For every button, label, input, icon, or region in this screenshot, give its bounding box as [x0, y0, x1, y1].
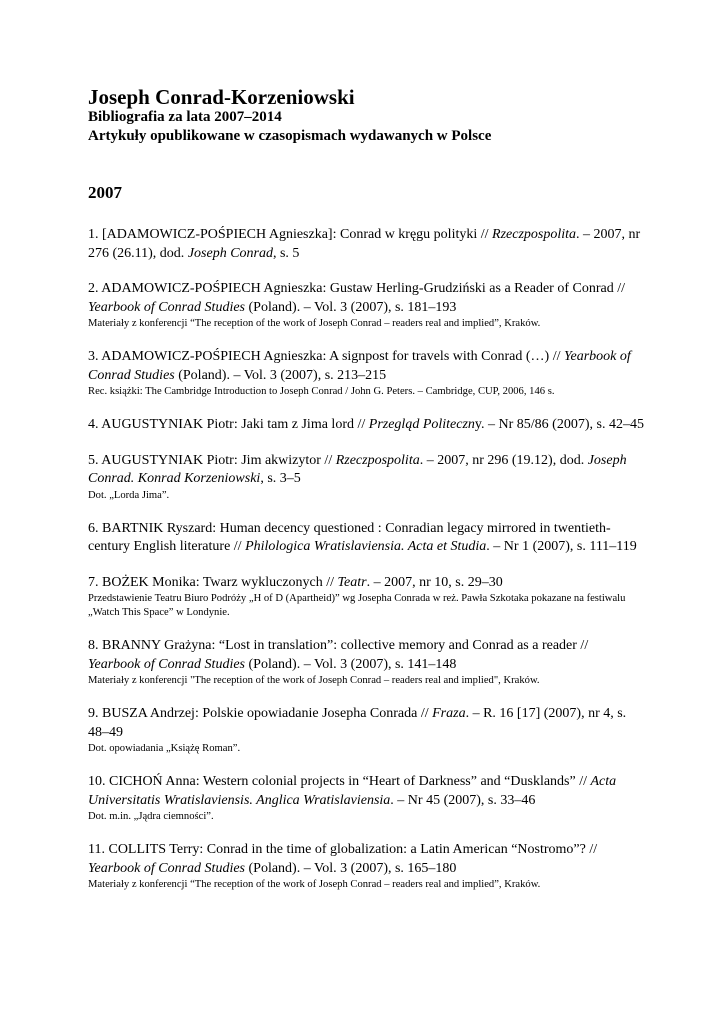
entry-citation — [88, 226, 644, 263]
citation-italic-text: Przegląd Politeczn — [368, 417, 475, 432]
bibliography-entry — [88, 773, 644, 824]
document-subtitle: Bibliografia za lata 2007–2014 — [88, 109, 282, 125]
year-heading: 2007 — [88, 183, 122, 202]
entry-citation — [88, 452, 644, 489]
entry-citation — [88, 705, 644, 742]
entry-citation — [88, 574, 644, 593]
citation-text: 5. AUGUSTYNIAK Piotr: Jim akwizytor // — [88, 452, 336, 468]
citation-text: . – R. 16 [17] (2007), nr 4, s. 48–49 — [88, 706, 627, 740]
entry-citation — [88, 637, 644, 674]
entry-citation — [88, 841, 644, 878]
entry-citation — [88, 773, 644, 810]
citation-text: 3. ADAMOWICZ-POŚPIECH Agnieszka: A signpost for travels with Conrad (…) // — [88, 349, 564, 364]
citation-text: 10. CICHOŃ Anna: Western colonial projects in “Heart of Darkness” and “Dusklands” // — [88, 774, 591, 789]
citation-text: 8. BRANNY Grażyna: “Lost in translation”: collective memory and Conrad as a reader // — [88, 638, 589, 653]
citation-italic-text: Joseph Conrad. Konrad Korzeniowski — [88, 452, 627, 486]
document-page — [88, 86, 644, 909]
citation-italic-text: Yearbook of Conrad Studies — [88, 349, 631, 383]
citation-italic-text: Rzeczpospolita — [335, 452, 420, 468]
entry-note: Dot. m.in. „Jądra ciemności”. — [88, 811, 214, 822]
bibliography-entry — [88, 705, 644, 756]
citation-text: , s. 3–5 — [260, 471, 301, 486]
citation-italic-text: Fraza — [432, 706, 466, 721]
citation-text: (Poland). – Vol. 3 (2007), s. 181–193 — [245, 299, 457, 315]
citation-text: (Poland). – Vol. 3 (2007), s. 213–215 — [174, 367, 387, 383]
entry-note: Rec. książki: The Cambridge Introduction to Joseph Conrad / John G. Peters. – Cambridge, CUP, 2006, 146 s. — [88, 386, 555, 397]
citation-italic-text: Rzeczpospolita — [492, 227, 577, 242]
entry-note: Dot. opowiadania „Książę Roman”. — [88, 743, 241, 754]
entry-note: Przedstawienie Teatru Biuro Podróży „H of D (Apartheid)” wg Josepha Conrada w reż. Pawła Szkotaka pokazane na festiwalu „Watch This Space” w Londynie. — [88, 593, 626, 618]
citation-text: 6. BARTNIK Ryszard: Human decency questioned : Conradian legacy mirrored in twentieth-century English literature // — [88, 520, 611, 554]
citation-text: . – 2007, nr 10, s. 29–30 — [366, 574, 503, 590]
bibliography-entry — [88, 637, 644, 688]
bibliography-entry — [88, 280, 644, 331]
document-title: Joseph Conrad-Korzeniowski — [88, 85, 355, 109]
bibliography-entry — [88, 574, 644, 621]
bibliography-entry — [88, 452, 644, 503]
entry-citation — [88, 520, 644, 557]
citation-italic-text: Joseph Conrad — [187, 245, 273, 261]
citation-text: . – 2007, nr 276 (26.11), dod. — [88, 227, 641, 261]
citation-text: y. – Nr 85/86 (2007), s. 42–45 — [474, 417, 644, 432]
bibliography-entry — [88, 226, 644, 263]
entry-citation — [88, 280, 644, 317]
bibliography-entry — [88, 841, 644, 892]
citation-text: 4. AUGUSTYNIAK Piotr: Jaki tam z Jima lord // — [88, 417, 369, 432]
citation-text: 2. ADAMOWICZ-POŚPIECH Agnieszka: Gustaw Herling-Grudziński as a Reader of Conrad // — [88, 281, 625, 296]
entry-note: Materiały z konferencji “The reception of the work of Joseph Conrad – readers real and implied”, Kraków. — [88, 318, 541, 329]
citation-text: 7. BOŻEK Monika: Twarz wykluczonych // — [88, 574, 338, 590]
citation-italic-text: Yearbook of Conrad Studies — [88, 656, 245, 672]
entry-citation — [88, 416, 644, 435]
entry-note: Dot. „Lorda Jima”. — [88, 489, 170, 501]
bibliography-list — [88, 226, 644, 892]
bibliography-entry — [88, 348, 644, 399]
bibliography-entry — [88, 416, 644, 435]
citation-italic-text: Yearbook of Conrad Studies — [88, 299, 245, 315]
citation-text: . – Nr 45 (2007), s. 33–46 — [390, 792, 536, 808]
citation-italic-text: Teatr — [337, 574, 367, 590]
bibliography-entry — [88, 520, 644, 557]
citation-text: 9. BUSZA Andrzej: Polskie opowiadanie Josepha Conrada // — [88, 706, 433, 721]
citation-italic-text: Yearbook of Conrad Studies — [88, 860, 245, 876]
citation-text: (Poland). – Vol. 3 (2007), s. 165–180 — [245, 860, 457, 876]
citation-text: . – 2007, nr 296 (19.12), dod. — [419, 452, 588, 468]
citation-italic-text: Acta Universitatis Wratislaviensis. Anglica Wratislaviensia — [88, 774, 617, 808]
citation-text: (Poland). – Vol. 3 (2007), s. 141–148 — [245, 656, 457, 672]
document-section-heading: Artykuły opublikowane w czasopismach wydawanych w Polsce — [88, 128, 492, 144]
entry-note: Materiały z konferencji “The reception of the work of Joseph Conrad – readers real and implied”, Kraków. — [88, 879, 541, 890]
citation-text: 11. COLLITS Terry: Conrad in the time of globalization: a Latin American “Nostromo”? // — [88, 842, 598, 857]
citation-text: . – Nr 1 (2007), s. 111–119 — [486, 539, 637, 554]
entry-note: Materiały z konferencji "The reception of the work of Joseph Conrad – readers real and implied", Kraków. — [88, 675, 540, 686]
citation-italic-text: Philologica Wratislaviensia. Acta et Studia — [245, 539, 487, 554]
entry-citation — [88, 348, 644, 385]
citation-text: , s. 5 — [272, 245, 300, 261]
citation-text: 1. [ADAMOWICZ-POŚPIECH Agnieszka]: Conrad w kręgu polityki // — [88, 227, 493, 242]
